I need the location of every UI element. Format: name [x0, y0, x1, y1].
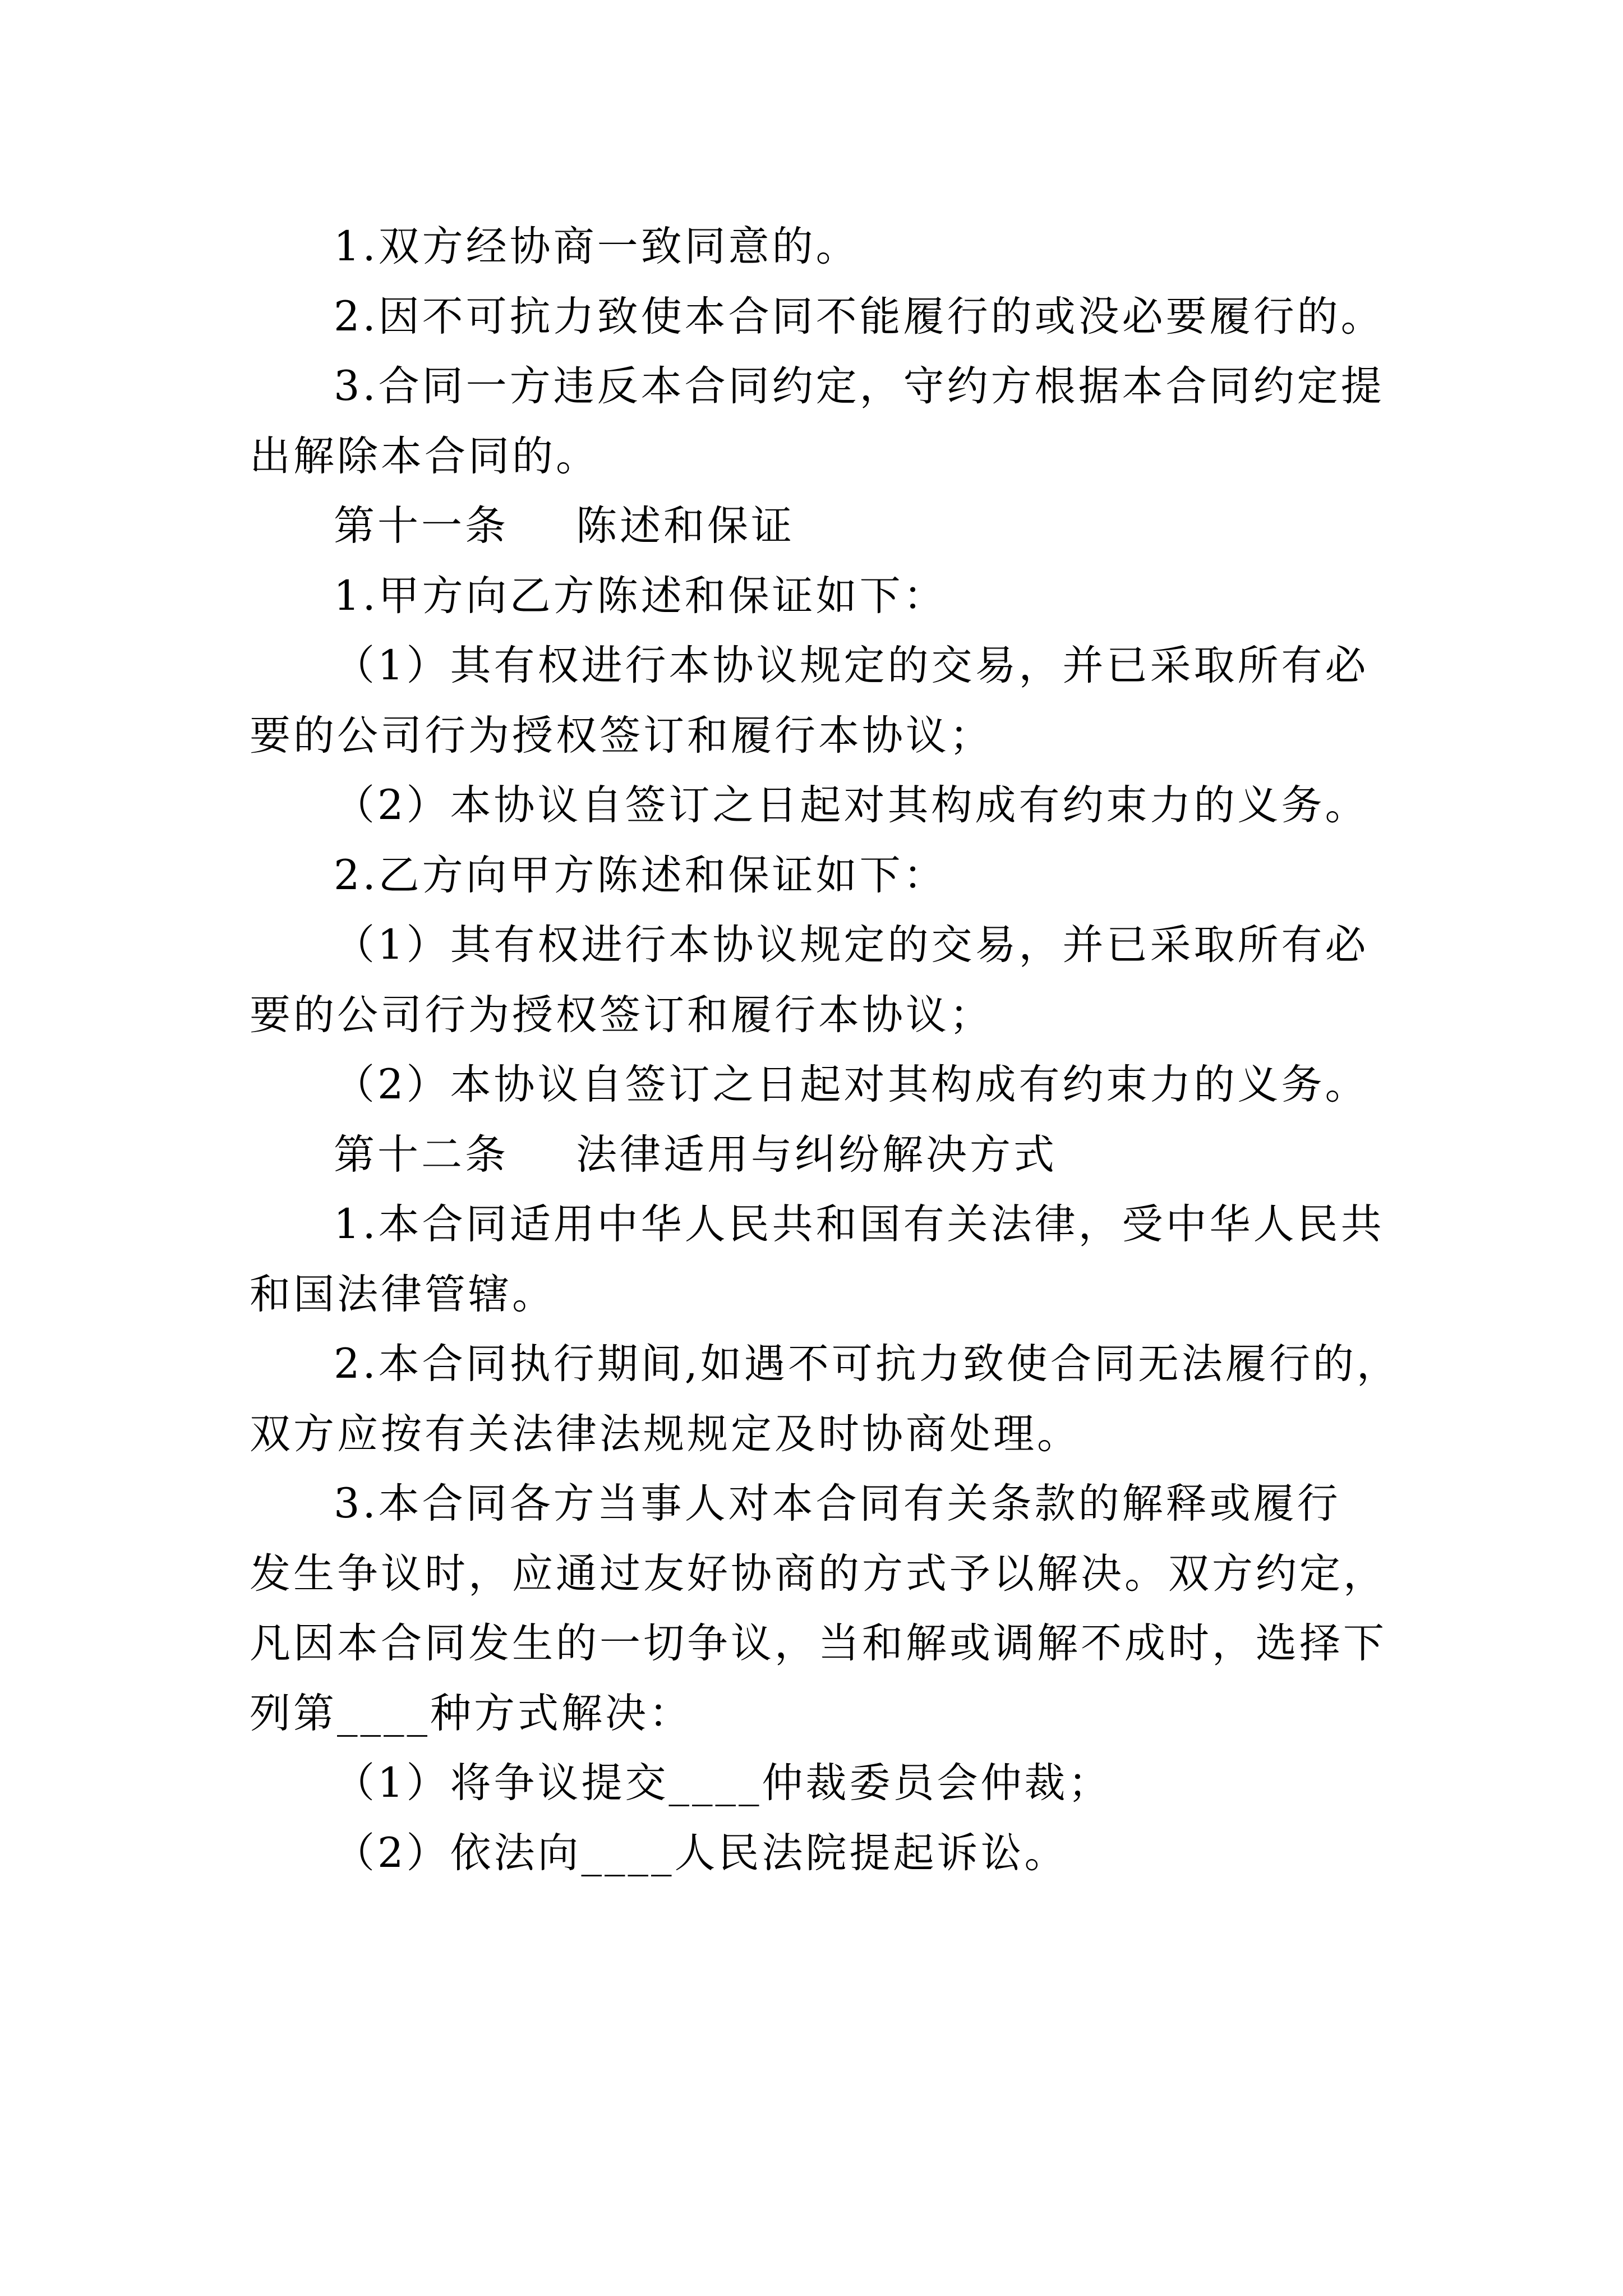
paragraph-line: 要的公司行为授权签订和履行本协议； [250, 711, 993, 760]
article-title: 陈述和保证 [576, 502, 795, 550]
paragraph-line: 3.合同一方违反本合同约定，守约方根据本合同约定提 [334, 362, 1385, 410]
paragraph-line: 1.双方经协商一致同意的。 [334, 223, 860, 270]
paragraph-line: 凡因本合同发生的一切争议，当和解或调解不成时，选择下 [250, 1619, 1387, 1667]
paragraph-line: 2.乙方向甲方陈述和保证如下： [334, 851, 947, 899]
paragraph-line: （2）依法向____人民法院提起诉讼。 [334, 1829, 1068, 1877]
article-title: 法律适用与纠纷解决方式 [576, 1130, 1057, 1179]
article-number: 第十二条 [334, 1130, 509, 1179]
document-body [250, 212, 1400, 1888]
paragraph-line: 双方应按有关法律法规规定及时协商处理。 [250, 1410, 1081, 1458]
paragraph-line: 1.甲方向乙方陈述和保证如下： [334, 572, 947, 620]
paragraph-line: 3.本合同各方当事人对本合同有关条款的解释或履行 [334, 1480, 1341, 1527]
paragraph-line: 发生争议时，应通过友好协商的方式予以解决。双方约定， [250, 1549, 1387, 1598]
paragraph-line: （1）其有权进行本协议规定的交易，并已采取所有必 [334, 642, 1369, 689]
paragraph-line: （1）其有权进行本协议规定的交易，并已采取所有必 [334, 921, 1369, 969]
paragraph-line: （2）本协议自签订之日起对其构成有约束力的义务。 [334, 781, 1369, 829]
paragraph-line: 1.本合同适用中华人民共和国有关法律，受中华人民共 [334, 1200, 1385, 1248]
paragraph-line: 要的公司行为授权签订和履行本协议； [250, 991, 993, 1039]
paragraph-line: 2.本合同执行期间,如遇不可抗力致使合同无法履行的， [334, 1340, 1400, 1388]
article-heading-12 [250, 1120, 1394, 1190]
paragraph-line: 列第____种方式解决： [250, 1689, 693, 1737]
paragraph-line: 2.因不可抗力致使本合同不能履行的或没必要履行的。 [334, 292, 1385, 341]
article-heading-11 [250, 491, 1394, 562]
paragraph-line: （2）本协议自签订之日起对其构成有约束力的义务。 [334, 1061, 1369, 1108]
article-number: 第十一条 [334, 502, 509, 550]
paragraph-line: （1）将争议提交____仲裁委员会仲裁； [334, 1759, 1112, 1807]
paragraph-line: 出解除本合同的。 [250, 432, 600, 480]
paragraph-line: 和国法律管辖。 [250, 1270, 556, 1318]
